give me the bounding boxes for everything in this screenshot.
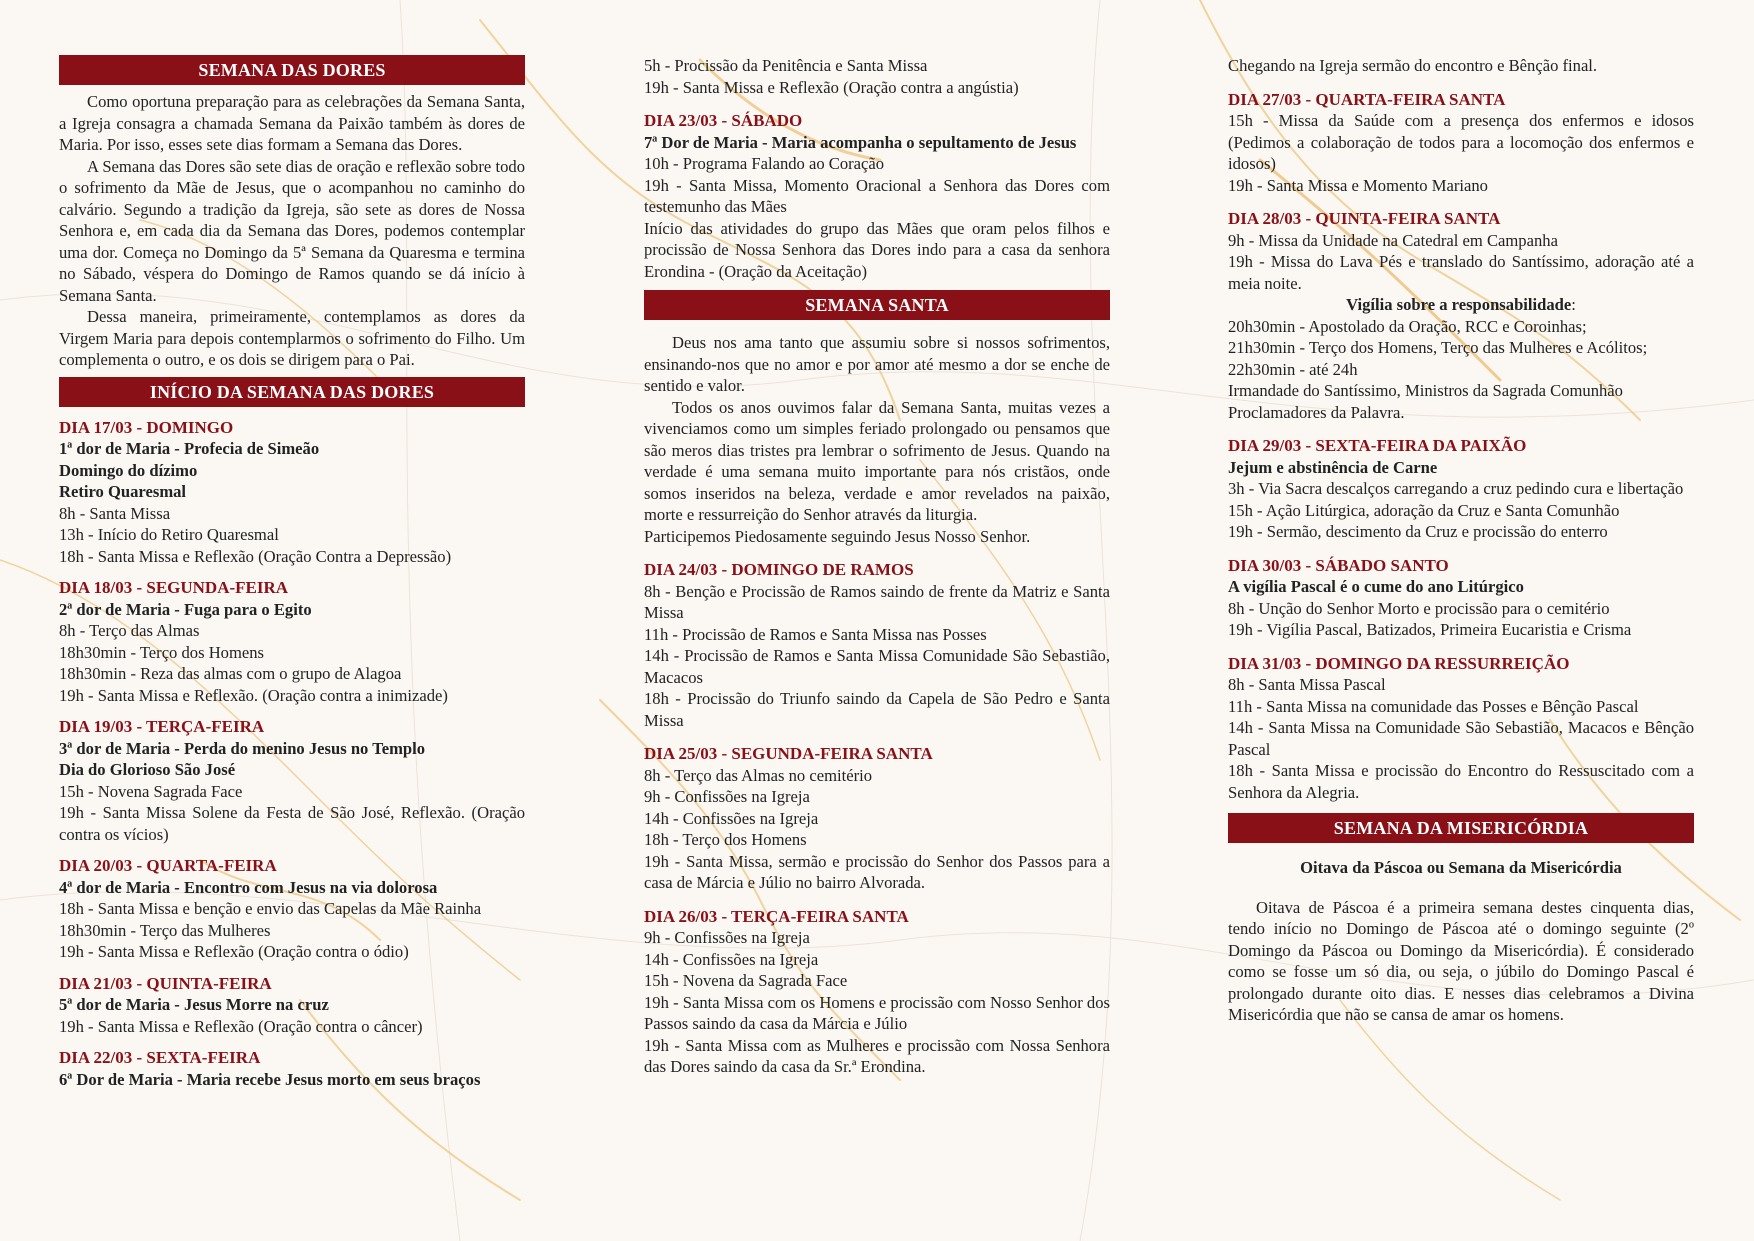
banner-semana-santa: SEMANA SANTA — [644, 290, 1110, 320]
day-title: DIA 26/03 - TERÇA-FEIRA SANTA — [644, 906, 909, 926]
day-highlight: 5ª dor de Maria - Jesus Morre na cruz — [59, 995, 329, 1014]
schedule-line: 15h - Missa da Saúde com a presença dos enfermos e idosos (Pedimos a colaboração de todos para a locomoção dos enfermos e idosos) — [1228, 111, 1694, 173]
schedule-line: 18h - Santa Missa e benção e envio das Capelas da Mãe Rainha — [59, 899, 482, 918]
schedule-line: 19h - Santa Missa e Reflexão. (Oração contra a inimizade) — [59, 685, 448, 705]
day-section-26 — [644, 906, 1110, 1078]
day-highlight: 4ª dor de Maria - Encontro com Jesus na via dolorosa — [59, 877, 438, 897]
day-section-25 — [644, 743, 1110, 894]
day-highlight: 3ª dor de Maria - Perda do menino Jesus no Templo — [59, 738, 426, 758]
misericordia-paragraph: Oitava de Páscoa é a primeira semana destes cinquenta dias, tendo início no Domingo de Páscoa até o domingo seguinte (2º Domingo da Páscoa ou Domingo da Misericórdia). É considerado como se fosse um só dia, ou seja, o júbilo do Domingo Pascal é prolongado durante oito dias. E nesses dias celebramos a Divina Misericórdia que não se cansa de amar os homens. — [1228, 897, 1694, 1024]
schedule-line: 15h - Ação Litúrgica, adoração da Cruz e Santa Comunhão — [1228, 500, 1620, 520]
schedule-line: 19h - Santa Missa, Momento Oracional a Senhora das Dores com testemunho das Mães — [644, 175, 1110, 216]
schedule-line: 8h - Santa Missa — [59, 503, 171, 523]
schedule-line: 11h - Santa Missa na comunidade das Posses e Bênção Pascal — [1228, 696, 1639, 716]
schedule-line: 14h - Confissões na Igreja — [644, 949, 819, 969]
schedule-line: 18h30min - Reza das almas com o grupo de Alagoa — [59, 664, 402, 683]
day-title: DIA 24/03 - DOMINGO DE RAMOS — [644, 560, 914, 579]
schedule-line: 19h - Santa Missa, sermão e procissão do Senhor dos Passos para a casa de Márcia e Júlio no bairro Alvorada. — [644, 851, 1110, 892]
schedule-line: Início das atividades do grupo das Mães que oram pelos filhos e procissão de Nossa Senhora das Dores indo para a casa da senhora Erondina - (Oração da Aceitação) — [644, 218, 1110, 281]
schedule-line: 15h - Novena Sagrada Face — [59, 781, 243, 801]
day-title: DIA 17/03 - DOMINGO — [59, 417, 234, 437]
day-section-23 — [644, 110, 1110, 282]
day-highlight: Retiro Quaresmal — [59, 482, 187, 501]
schedule-line: 19h - Vigília Pascal, Batizados, Primeira Eucaristia e Crisma — [1228, 620, 1632, 639]
schedule-line: 8h - Santa Missa Pascal — [1228, 675, 1386, 694]
day-title: DIA 18/03 - SEGUNDA-FEIRA — [59, 578, 289, 597]
vigilia-colon: : — [1571, 295, 1576, 314]
schedule-line: 19h - Santa Missa Solene da Festa de São José, Reflexão. (Oração contra os vícios) — [59, 803, 525, 844]
semana-santa-paragraph-2: Todos os anos ouvimos falar da Semana Santa, muitas vezes a vivenciamos como um simples feriado prolongado ou pensamos que são meros dias tristes pra lembrar o sofrimento de Jesus. Quando na verdade é uma semana muito importante para nós cristãos, onde somos inseridos na beleza, verdade e amor revelados na paixão, morte e ressurreição do Senhor através da liturgia. — [644, 397, 1110, 524]
day-title: DIA 28/03 - QUINTA-FEIRA SANTA — [1228, 209, 1501, 228]
day-highlight: Domingo do dízimo — [59, 460, 198, 480]
day-title: DIA 25/03 - SEGUNDA-FEIRA SANTA — [644, 744, 933, 763]
day-section-24 — [644, 559, 1110, 731]
semana-santa-paragraph-3: Participemos Piedosamente seguindo Jesus Nosso Senhor. — [644, 526, 1031, 546]
day-title: DIA 27/03 - QUARTA-FEIRA SANTA — [1228, 89, 1506, 109]
schedule-line: 19h - Santa Missa com as Mulheres e procissão com Nossa Senhora das Dores saindo da casa da Sr.ª Erondina. — [644, 1035, 1110, 1076]
schedule-line: 18h - Procissão do Triunfo saindo da Capela de São Pedro e Santa Missa — [644, 689, 1110, 730]
schedule-line: 19h - Santa Missa e Momento Mariano — [1228, 175, 1488, 195]
schedule-line: 19h - Santa Missa com os Homens e procissão com Nosso Senhor dos Passos saindo da casa da Márcia e Júlio — [644, 992, 1110, 1033]
column-middle — [644, 55, 1110, 1078]
banner-semana-das-dores: SEMANA DAS DORES — [59, 55, 525, 85]
vigilia-label: Vigília sobre a responsabilidade — [1346, 295, 1572, 314]
vigilia-heading — [1228, 294, 1694, 316]
banner-inicio-semana-das-dores: INÍCIO DA SEMANA DAS DORES — [59, 377, 525, 407]
schedule-line: Chegando na Igreja sermão do encontro e Bênção final. — [1228, 56, 1598, 75]
schedule-line: 8h - Unção do Senhor Morto e procissão para o cemitério — [1228, 598, 1610, 618]
day-title: DIA 22/03 - SEXTA-FEIRA — [59, 1048, 261, 1067]
day-title: DIA 29/03 - SEXTA-FEIRA DA PAIXÃO — [1228, 436, 1527, 455]
column-right — [1228, 55, 1694, 1026]
schedule-line: 15h - Novena da Sagrada Face — [644, 971, 848, 990]
day-title: DIA 31/03 - DOMINGO DA RESSURREIÇÃO — [1228, 653, 1570, 673]
column-left — [59, 55, 525, 1090]
semana-santa-paragraph-1: Deus nos ama tanto que assumiu sobre si nossos sofrimentos, ensinando-nos que no amor e por amor até mesmo a dor se enche de sentido e valor. — [644, 333, 1110, 395]
day-highlight: 1ª dor de Maria - Profecia de Simeão — [59, 439, 320, 458]
day-title: DIA 23/03 - SÁBADO — [644, 111, 803, 130]
schedule-line: 18h - Santa Missa e procissão do Encontro do Ressuscitado com a Senhora da Alegria. — [1228, 761, 1694, 802]
day-highlight: 7ª Dor de Maria - Maria acompanha o sepultamento de Jesus — [644, 132, 1077, 152]
intro-paragraph-2: A Semana das Dores são sete dias de oração e reflexão sobre todo o sofrimento da Mãe de Jesus, que o acompanhou no caminho do calvário. Segundo a tradição da Igreja, são sete as dores de Nossa Senhora e, em cada dia da Semana das Dores, podemos contemplar uma dor. Começa no Domingo da 5ª Semana da Quaresma e termina no Sábado, véspera do Domingo de Ramos quando se dá início à Semana Santa. — [59, 156, 525, 305]
day-highlight: A vigília Pascal é o cume do ano Litúrgico — [1228, 577, 1524, 596]
schedule-line: 14h - Procissão de Ramos e Santa Missa Comunidade São Sebastião, Macacos — [644, 646, 1110, 687]
schedule-line: 21h30min - Terço dos Homens, Terço das Mulheres e Acólitos; — [1228, 338, 1648, 357]
day-section-18 — [59, 577, 525, 706]
day-section-31 — [1228, 653, 1694, 804]
schedule-line: 8h - Terço das Almas no cemitério — [644, 765, 873, 785]
day-title: DIA 19/03 - TERÇA-FEIRA — [59, 717, 265, 736]
day-highlight: Jejum e abstinência de Carne — [1228, 457, 1438, 477]
schedule-line: 18h - Santa Missa e Reflexão (Oração Contra a Depressão) — [59, 546, 452, 566]
schedule-line: 14h - Confissões na Igreja — [644, 808, 819, 828]
schedule-line: 19h - Sermão, descimento da Cruz e procissão do enterro — [1228, 522, 1608, 541]
schedule-line: Irmandade do Santíssimo, Ministros da Sagrada Comunhão Proclamadores da Palavra. — [1228, 381, 1623, 422]
day-section-17 — [59, 417, 525, 568]
schedule-line: 9h - Missa da Unidade na Catedral em Campanha — [1228, 230, 1558, 250]
schedule-line: 11h - Procissão de Ramos e Santa Missa nas Posses — [644, 624, 987, 644]
schedule-line: 19h - Missa do Lava Pés e translado do Santíssimo, adoração até a meia noite. — [1228, 252, 1694, 293]
schedule-line: 8h - Terço das Almas — [59, 621, 200, 640]
schedule-line: 9h - Confissões na Igreja — [644, 928, 810, 947]
day-section-28 — [1228, 208, 1694, 423]
day-title: DIA 30/03 - SÁBADO SANTO — [1228, 555, 1449, 575]
schedule-line: 22h30min - até 24h — [1228, 359, 1358, 379]
schedule-line: 13h - Início do Retiro Quaresmal — [59, 525, 279, 544]
banner-semana-da-misericordia: SEMANA DA MISERICÓRDIA — [1228, 813, 1694, 843]
schedule-line: 9h - Confissões na Igreja — [644, 787, 810, 806]
day-section-22 — [59, 1047, 525, 1090]
schedule-line: 20h30min - Apostolado da Oração, RCC e Coroinhas; — [1228, 316, 1587, 336]
schedule-line: 19h - Santa Missa e Reflexão (Oração contra a angústia) — [644, 77, 1019, 97]
schedule-line: 14h - Santa Missa na Comunidade São Sebastião, Macacos e Bênção Pascal — [1228, 718, 1694, 759]
schedule-line: 8h - Benção e Procissão de Ramos saindo de frente da Matriz e Santa Missa — [644, 581, 1110, 622]
schedule-line: 3h - Via Sacra descalços carregando a cruz pedindo cura e libertação — [1228, 479, 1684, 498]
day-section-27 — [1228, 89, 1694, 197]
day-highlight: 6ª Dor de Maria - Maria recebe Jesus morto em seus braços — [59, 1069, 481, 1089]
schedule-line: 10h - Programa Falando ao Coração — [644, 154, 885, 173]
day-title: DIA 21/03 - QUINTA-FEIRA — [59, 973, 272, 993]
day-highlight: Dia do Glorioso São José — [59, 760, 236, 779]
day-section-21 — [59, 973, 525, 1038]
day-title: DIA 20/03 - QUARTA-FEIRA — [59, 856, 277, 875]
schedule-line: 19h - Santa Missa e Reflexão (Oração contra o câncer) — [59, 1016, 423, 1036]
schedule-line: 19h - Santa Missa e Reflexão (Oração contra o ódio) — [59, 942, 409, 961]
schedule-line: 18h30min - Terço das Mulheres — [59, 920, 271, 940]
day-section-29 — [1228, 435, 1694, 543]
schedule-line: 18h30min - Terço dos Homens — [59, 642, 265, 662]
schedule-line: 18h - Terço dos Homens — [644, 830, 807, 849]
schedule-line: 5h - Procissão da Penitência e Santa Missa — [644, 56, 928, 75]
intro-paragraph-1: Como oportuna preparação para as celebrações da Semana Santa, a Igreja consagra a chamada Semana da Paixão também às dores de Maria. Por isso, esses sete dias formam a Semana das Dores. — [59, 92, 525, 154]
day-section-19 — [59, 716, 525, 845]
intro-paragraph-3: Dessa maneira, primeiramente, contemplamos as dores da Virgem Maria para depois contemplarmos o sofrimento do Filho. Um complementa o outro, e os dois se dirigem para o Pai. — [59, 307, 525, 369]
day-section-30 — [1228, 555, 1694, 641]
day-highlight: 2ª dor de Maria - Fuga para o Egito — [59, 599, 312, 619]
day-section-20 — [59, 855, 525, 963]
misericordia-subtitle: Oitava da Páscoa ou Semana da Misericórdia — [1300, 858, 1622, 877]
